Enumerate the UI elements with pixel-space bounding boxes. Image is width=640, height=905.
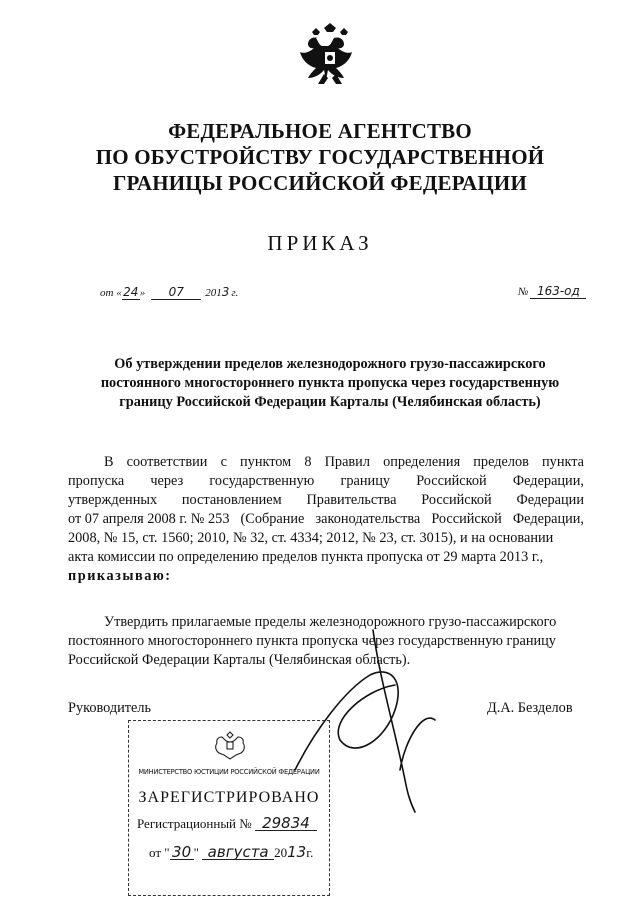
reg-month: августа — [207, 843, 269, 861]
word: определения — [383, 454, 461, 470]
word: государственную — [209, 473, 315, 489]
title-line: Об утверждении пределов железнодорожного грузо-пассажирского — [114, 356, 546, 372]
word: В — [104, 454, 114, 470]
reg-label: Регистрационный № — [137, 816, 252, 831]
agency-line: ФЕДЕРАЛЬНОЕ АГЕНТСТВО — [168, 119, 472, 143]
reg-day: 30 — [172, 843, 192, 861]
title-line: постоянного многостороннего пункта пропуска через государственную — [100, 375, 560, 391]
word: 8 — [304, 454, 312, 470]
order-verb: приказываю: — [68, 568, 172, 584]
word: соответствии — [126, 454, 208, 470]
coat-of-arms-icon — [213, 729, 247, 761]
word: (Собрание — [240, 511, 305, 527]
order-number — [518, 285, 586, 299]
document-type: ПРИКАЗ — [267, 231, 373, 255]
text-line — [68, 491, 584, 510]
order-day: 24 — [123, 285, 139, 299]
word: с — [220, 454, 227, 470]
word: Федерации, — [512, 511, 584, 527]
registration-stamp — [128, 720, 330, 896]
word: от 07 апреля 2008 г. № 253 — [68, 511, 230, 527]
word: границу — [340, 473, 390, 489]
stamp-date — [149, 843, 313, 861]
stamp-registration-number — [137, 816, 317, 832]
number-value: 163-од — [536, 284, 580, 298]
text-line: акта комиссии по определению пределов пункта пропуска от 29 марта 2013 г., — [68, 549, 544, 565]
year-prefix: 201 — [205, 287, 222, 299]
year-digit: 3 — [221, 285, 230, 299]
year-suffix: г. — [306, 845, 314, 860]
signatory-position: Руководитель — [68, 700, 152, 716]
text-line — [68, 453, 584, 472]
text-line: Утвердить прилагаемые пределы железнодорожного грузо-пассажирского — [104, 614, 557, 630]
number-prefix: № — [518, 286, 529, 298]
text-line: постоянного многостороннего пункта пропуска через государственную границу — [68, 633, 556, 649]
stamp-registered: ЗАРЕГИСТРИРОВАНО — [138, 789, 320, 806]
coat-of-arms-icon — [298, 22, 362, 88]
reg-number: 29834 — [262, 814, 310, 832]
word: пределов — [473, 454, 529, 470]
signatory-name: Д.А. Безделов — [487, 700, 573, 716]
order-title — [60, 355, 600, 412]
agency-name — [0, 118, 640, 196]
text-line — [68, 510, 584, 529]
preamble-paragraph — [68, 453, 584, 586]
text-line — [68, 472, 584, 491]
word: постановлением — [181, 492, 282, 508]
date-quote-close: » — [139, 287, 146, 299]
word: утвержденных — [68, 492, 158, 508]
order-month: 07 — [151, 286, 201, 300]
word: пропуска — [68, 473, 125, 489]
word: пунктом — [240, 454, 292, 470]
reg-year: 13 — [287, 843, 307, 861]
word: пункта — [542, 454, 584, 470]
title-line: границу Российской Федерации Карталы (Челябинская область) — [119, 394, 541, 410]
word: Российской — [431, 511, 502, 527]
word: через — [150, 473, 184, 489]
order-date — [100, 285, 238, 300]
year-prefix: 20 — [274, 845, 288, 860]
word: Российской — [421, 492, 492, 508]
word: Правительства — [306, 492, 397, 508]
year-suffix: г. — [231, 287, 239, 299]
agency-line: ГРАНИЦЫ РОССИЙСКОЙ ФЕДЕРАЦИИ — [112, 171, 528, 195]
word: законодательства — [315, 511, 421, 527]
word: Федерации — [516, 492, 584, 508]
word: Федерации, — [512, 473, 584, 489]
word: Российской — [416, 473, 487, 489]
text-line: 2008, № 15, ст. 1560; 2010, № 32, ст. 4334; 2012, № 23, ст. 3015), и на основании — [68, 530, 554, 546]
date-prefix: от « — [100, 287, 122, 299]
text-line: Российской Федерации Карталы (Челябинская область). — [68, 652, 411, 668]
date-prefix: от " — [149, 845, 170, 860]
stamp-ministry: МИНИСТЕРСТВО ЮСТИЦИИ РОССИЙСКОЙ ФЕДЕРАЦИИ — [138, 767, 320, 776]
agency-line: ПО ОБУСТРОЙСТВУ ГОСУДАРСТВЕННОЙ — [95, 145, 545, 169]
date-quote: " — [193, 845, 199, 860]
word: Правил — [324, 454, 370, 470]
